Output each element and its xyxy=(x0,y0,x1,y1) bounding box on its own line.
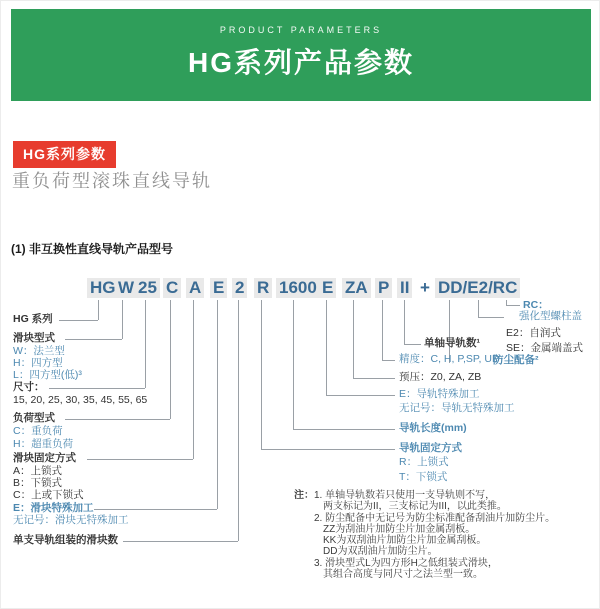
option-slider-l: L：四方型(低)³ xyxy=(13,369,82,381)
connector-line xyxy=(326,300,327,395)
label-slider-special: E：滑块特殊加工 xyxy=(13,502,94,514)
note-line: ZZ为刮油片加防尘片加金属刮板。 xyxy=(323,524,476,535)
connector-line xyxy=(193,300,194,459)
label-load-type: 负荷型式 xyxy=(13,412,55,424)
connector-line xyxy=(94,509,217,510)
code-segment-load: C xyxy=(163,278,181,298)
connector-line xyxy=(123,541,238,542)
connector-line xyxy=(404,344,421,345)
note-line: KK为双刮油片加防尘片加金属刮板。 xyxy=(323,535,487,546)
code-segment-railcount: II xyxy=(397,278,412,298)
note-line: 两支标记为II，三支标记为III，以此类推。 xyxy=(323,501,507,512)
label-block-count: 单支导轨组装的滑块数 xyxy=(13,534,118,546)
option-slider-h: H：四方型 xyxy=(13,357,63,369)
code-segment-fixing: A xyxy=(186,278,204,298)
code-segment-preload: ZA xyxy=(342,278,371,298)
option-fixing-a: A：上锁式 xyxy=(13,465,63,477)
label-rail-special: E：导轨特殊加工 xyxy=(399,388,480,400)
connector-line xyxy=(217,300,218,509)
option-rail-nomark: 无记号：导轨无特殊加工 xyxy=(399,402,515,414)
label-rail-count: 单轴导轨数¹ xyxy=(424,337,480,349)
connector-line xyxy=(261,449,395,450)
connector-line xyxy=(49,388,145,389)
code-segment-blocks: 2 xyxy=(232,278,247,298)
connector-line xyxy=(353,378,395,379)
option-size-values: 15, 20, 25, 30, 35, 45, 55, 65 xyxy=(13,394,148,406)
label-rail-fixing: 导轨固定方式 xyxy=(399,442,462,454)
connector-line xyxy=(122,300,123,339)
code-segment-railspec: E xyxy=(319,278,336,298)
label-precision: 精度：C, H, P,SP, UP xyxy=(399,353,499,365)
code-segment-size: 25 xyxy=(135,278,160,298)
connector-line xyxy=(506,305,520,306)
label-rail-length: 导轨长度(mm) xyxy=(399,422,467,434)
connector-line xyxy=(98,300,99,320)
connector-line xyxy=(59,320,98,321)
header-banner xyxy=(11,9,591,101)
connector-line xyxy=(87,459,193,460)
option-railfix-t: T：下锁式 xyxy=(399,471,448,483)
notes-label: 注： xyxy=(294,490,314,501)
connector-line xyxy=(382,360,395,361)
connector-line xyxy=(65,419,170,420)
code-segment-options: DD/E2/RC xyxy=(435,278,520,298)
code-segment-plus: + xyxy=(420,278,430,297)
model-code xyxy=(1,278,600,298)
product-subtitle: 重负荷型滚珠直线导轨 xyxy=(12,171,212,191)
series-badge: HG系列参数 xyxy=(13,141,116,168)
header-kicker: PRODUCT PARAMETERS xyxy=(219,25,383,35)
connector-line xyxy=(478,300,479,317)
label-dust: 防尘配备² xyxy=(493,354,539,366)
connector-line xyxy=(293,300,294,429)
connector-line xyxy=(145,300,146,388)
option-cap-e2: E2：自润式 xyxy=(506,327,561,339)
connector-line xyxy=(353,300,354,378)
option-load-c: C：重负荷 xyxy=(13,425,63,437)
option-cap-se: SE：金属端盖式 xyxy=(506,342,584,354)
connector-line xyxy=(478,317,504,318)
connector-line xyxy=(404,300,405,344)
connector-line xyxy=(382,300,383,360)
label-rc-desc: 强化型螺柱盖 xyxy=(519,310,582,322)
code-segment-special: E xyxy=(210,278,227,298)
connector-line xyxy=(261,300,262,449)
label-series: HG 系列 xyxy=(13,313,53,325)
connector-line xyxy=(293,429,395,430)
code-segment-length: 1600 xyxy=(276,278,320,298)
code-segment-series: HG xyxy=(87,278,119,298)
option-slider-w: W：法兰型 xyxy=(13,345,65,357)
section-title: (1) 非互换性直线导轨产品型号 xyxy=(11,242,174,256)
option-fixing-b: B：下锁式 xyxy=(13,477,63,489)
option-load-h: H：超重负荷 xyxy=(13,438,74,450)
connector-line xyxy=(170,300,171,419)
code-segment-precision: P xyxy=(375,278,392,298)
label-size: 尺寸： xyxy=(13,381,45,393)
connector-line xyxy=(65,339,122,340)
label-rc: RC： xyxy=(523,299,549,311)
label-preload: 预压：Z0, ZA, ZB xyxy=(399,371,482,383)
option-fixing-c: C：上或下锁式 xyxy=(13,489,84,501)
connector-line xyxy=(238,300,239,541)
note-line: 其组合高度与同尺寸之法兰型一致。 xyxy=(323,569,483,580)
note-line: 3. 滑块型式L为四方形H之低组装式滑块， xyxy=(314,558,498,569)
connector-line xyxy=(326,395,395,396)
page-title: HG系列产品参数 xyxy=(187,47,414,78)
note-line: 1. 单轴导轨数若只使用一支导轨则不写， xyxy=(314,490,496,501)
note-line: DD为双刮油片加防尘片。 xyxy=(323,546,438,557)
option-railfix-r: R：上锁式 xyxy=(399,456,449,468)
note-line: 2. 防尘配备中无记号为防尘标准配备刮油片加防尘片。 xyxy=(314,513,556,524)
label-fixing-type: 滑块固定方式 xyxy=(13,452,76,464)
label-slider-type: 滑块型式 xyxy=(13,332,55,344)
option-slider-nomark: 无记号：滑块无特殊加工 xyxy=(13,514,129,526)
code-segment-railfix: R xyxy=(254,278,272,298)
code-segment-slider: W xyxy=(115,278,137,298)
